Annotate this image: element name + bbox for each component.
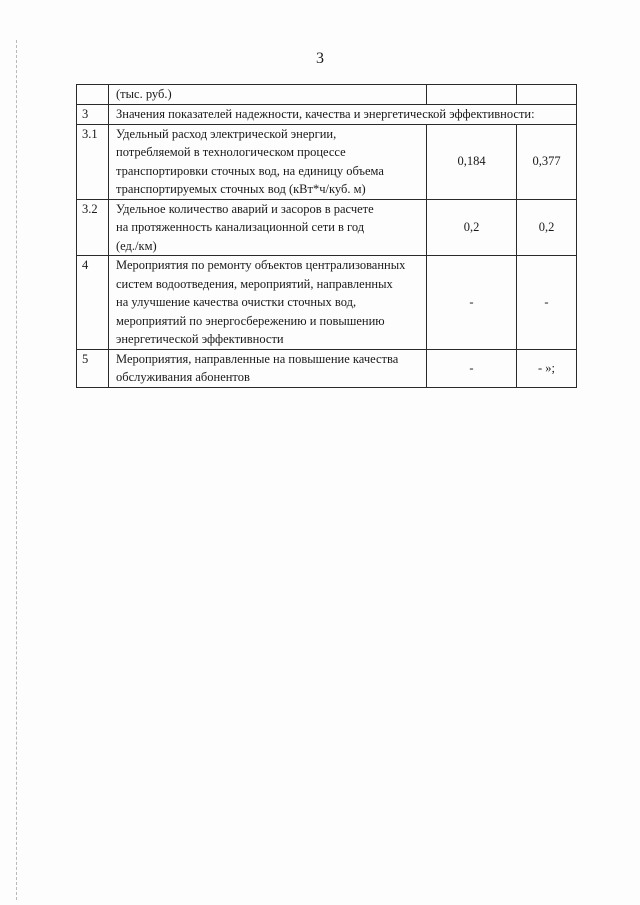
- row-text: [109, 349, 427, 387]
- value-cell: -: [427, 349, 517, 387]
- row-text-line: обслуживания абонентов: [116, 370, 250, 384]
- row-text-line: транспортировки сточных вод, на единицу объема: [116, 163, 384, 178]
- value-cell: 0,2: [517, 199, 577, 256]
- row-text: [109, 256, 427, 350]
- value-cell: 0,377: [517, 124, 577, 199]
- row-text-line: на протяженность канализационной сети в год: [116, 220, 365, 234]
- row-text: [109, 124, 427, 199]
- value-cell: [427, 85, 517, 105]
- section-title: [109, 105, 577, 125]
- row-text-line: Мероприятия по ремонту объектов централизованных: [116, 258, 406, 272]
- row-text-line: потребляемой в технологическом процессе: [116, 145, 346, 159]
- indicators-table: [76, 84, 577, 388]
- row-text-line: (тыс. руб.): [116, 87, 172, 101]
- table-row: [77, 256, 577, 350]
- table-row: [77, 124, 577, 199]
- value-cell: - »;: [517, 349, 577, 387]
- value-cell: [517, 85, 577, 105]
- row-text-line: энергетической эффективности: [116, 332, 284, 346]
- row-number: 3.2: [77, 199, 109, 256]
- row-text-line: Мероприятия, направленные на повышение качества: [116, 351, 399, 366]
- value-cell: 0,184: [427, 124, 517, 199]
- row-text: [109, 85, 427, 105]
- row-number: 5: [77, 349, 109, 387]
- row-number: 4: [77, 256, 109, 350]
- row-text-line: систем водоотведения, мероприятий, направленных: [116, 276, 393, 291]
- row-text-line: на улучшение качества очистки сточных вод,: [116, 295, 357, 309]
- row-text-line: (ед./км): [116, 238, 157, 253]
- row-text-line: мероприятий по энергосбережению и повышению: [116, 313, 385, 328]
- page-number: 3: [316, 50, 324, 67]
- row-text: [109, 199, 427, 256]
- row-number: 3.1: [77, 124, 109, 199]
- row-text-line: транспортируемых сточных вод (кВт*ч/куб. м): [116, 182, 366, 196]
- scan-edge-line: [16, 40, 17, 900]
- table-row: [77, 105, 577, 125]
- row-text-line: Удельный расход электрической энергии,: [116, 126, 337, 141]
- section-title-text: Значения показателей надежности, качества и энергетической эффективности:: [116, 107, 535, 121]
- row-number: [77, 85, 109, 105]
- table-row: [77, 85, 577, 105]
- row-number: 3: [77, 105, 109, 125]
- value-cell: -: [517, 256, 577, 350]
- row-text-line: Удельное количество аварий и засоров в расчете: [116, 201, 374, 216]
- table-row: [77, 199, 577, 256]
- table-row: [77, 349, 577, 387]
- value-cell: -: [427, 256, 517, 350]
- value-cell: 0,2: [427, 199, 517, 256]
